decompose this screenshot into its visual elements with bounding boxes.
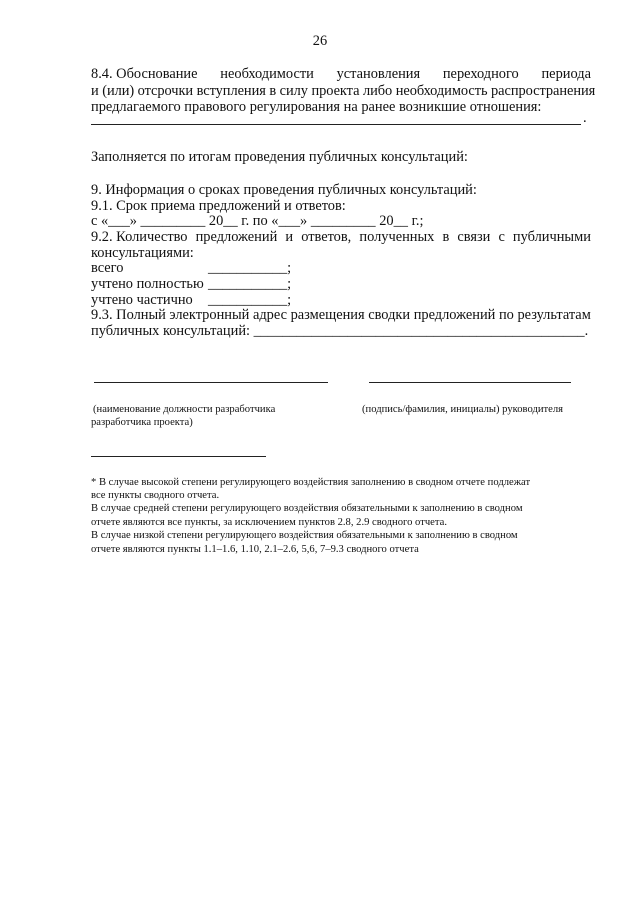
section-8-4-end-mark: . — [583, 110, 587, 126]
page-number: 26 — [312, 33, 328, 49]
signature-right-caption: (подпись/фамилия, инициалы) руководителя — [362, 404, 564, 415]
word: ответов, — [301, 229, 352, 245]
section-8-4-line-1 — [91, 66, 591, 83]
word: 9.2. Количество — [91, 229, 188, 245]
footnote-line-2: все пункты сводного отчета. — [91, 490, 220, 501]
consultations-note: Заполняется по итогам проведения публичных консультаций: — [91, 149, 468, 165]
word: предложений — [195, 229, 278, 245]
section-9-2-line-2: консультациями: — [91, 245, 194, 261]
section-9-1-title: 9.1. Срок приема предложений и ответов: — [91, 198, 346, 214]
word: публичными — [512, 229, 591, 245]
word: связи — [457, 229, 491, 245]
section-9-1-dates: с «___» _________ 20__ г. по «___» _________ 20__ г.; — [91, 213, 424, 229]
row-value: ___________; — [208, 292, 292, 308]
word: в — [442, 229, 450, 245]
row-label: учтено полностью — [91, 276, 204, 292]
word: необходимости — [220, 66, 314, 82]
section-8-4-line-3: предлагаемого правового регулирования на ранее возникшие отношения: — [91, 99, 542, 115]
word: с — [498, 229, 505, 245]
footnote-line-3: В случае средней степени регулирующего воздействия обязательными к заполнению в сводном — [91, 503, 523, 514]
section-9-3-line-2: публичных консультаций: ______________________________________________. — [91, 323, 589, 339]
signature-left-caption-1: (наименование должности разработчика — [93, 404, 276, 415]
row-value: ___________; — [208, 260, 292, 276]
word: и — [285, 229, 294, 245]
word: переходного — [442, 66, 519, 82]
section-8-4-answer-line — [91, 124, 581, 125]
section-9-3-line-1: 9.3. Полный электронный адрес размещения сводки предложений по результатам — [91, 307, 591, 323]
word: 8.4. Обоснование — [91, 66, 198, 82]
signature-left-caption-2: разработчика проекта) — [91, 417, 193, 428]
row-label: учтено частично — [91, 292, 193, 308]
footnote-line-1: * В случае высокой степени регулирующего воздействия заполнению в сводном отчете подлежат — [91, 477, 531, 488]
row-value: ___________; — [208, 276, 292, 292]
section-9-title: 9. Информация о сроках проведения публичных консультаций: — [91, 182, 477, 198]
row-label: всего — [91, 260, 124, 276]
signature-right-line — [369, 382, 571, 383]
footnote-separator — [91, 456, 266, 457]
footnote-line-5: В случае низкой степени регулирующего воздействия обязательными к заполнению в сводном — [91, 530, 518, 541]
word: установления — [336, 66, 421, 82]
footnote-line-6: отчете являются пункты 1.1–1.6, 1.10, 2.1–2.6, 5,6, 7–9.3 сводного отчета — [91, 544, 419, 555]
word: полученных — [359, 229, 435, 245]
word: периода — [541, 66, 591, 82]
section-9-2-line-1 — [91, 229, 591, 246]
signature-left-line — [94, 382, 328, 383]
footnote-line-4: отчете являются все пункты, за исключением пунктов 2.8, 2.9 сводного отчета. — [91, 517, 447, 528]
section-8-4-line-2: и (или) отсрочки вступления в силу проекта либо необходимость распространения — [91, 83, 596, 99]
